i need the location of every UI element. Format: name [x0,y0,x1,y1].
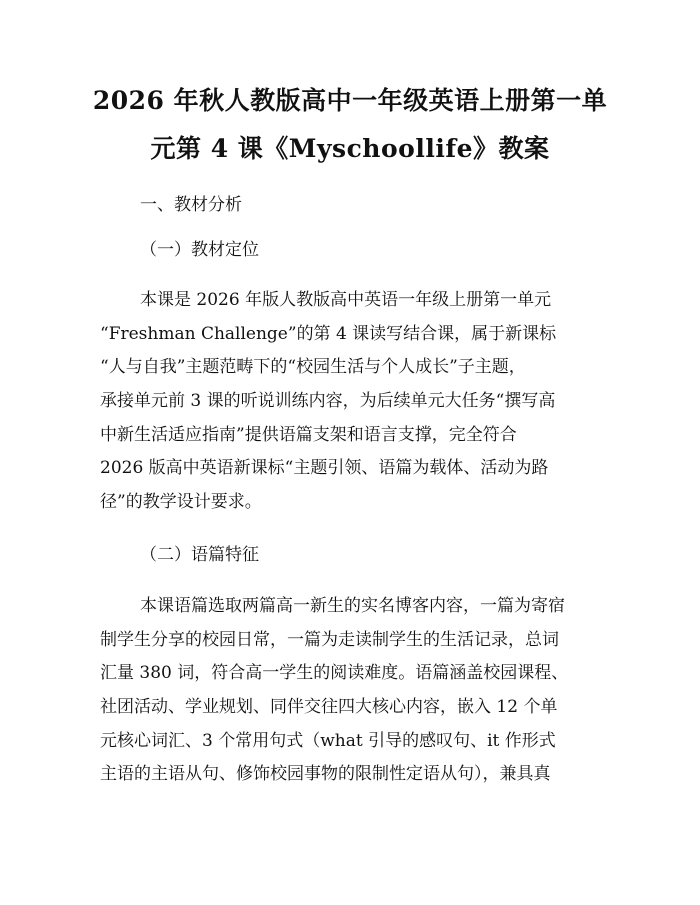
paragraph-line: 主语的主语从句、修饰校园事物的限制性定语从句），兼具真 [100,764,551,785]
subsection-heading-textbook-position: （一）教材定位 [140,240,259,260]
paragraph-line: 中新生活适应指南”提供语篇支架和语言支撑，完全符合 [100,424,517,445]
subsection-heading-text-features: （二）语篇特征 [140,545,259,565]
paragraph-line: 元核心词汇、3 个常用句式（what 引导的感叹句、it 作形式 [100,730,556,751]
paragraph-line: 制学生分享的校园日常，一篇为走读制学生的生活记录，总词 [100,629,559,650]
paragraph-line: “人与自我”主题范畴下的“校园生活与个人成长”子主题， [100,357,526,378]
paragraph-line: 2026 版高中英语新课标“主题引领、语篇为载体、活动为路 [100,458,549,479]
paragraph-line: 本课是 2026 年版人教版高中英语一年级上册第一单元 [140,290,552,310]
paragraph-line: 社团活动、学业规划、同伴交往四大核心内容，嵌入 12 个单 [100,697,558,718]
section-heading-textbook-analysis: 一、教材分析 [140,195,242,215]
document-title-line-2: 元第 4 课《Myschoollife》教案 [150,134,550,163]
paragraph-textbook-position [100,284,600,520]
paragraph-line: 汇量 380 词，符合高一学生的阅读难度。语篇涵盖校园课程、 [100,663,569,684]
paragraph-line: “Freshman Challenge”的第 4 课读写结合课，属于新课标 [100,323,557,344]
document-title-line-1: 2026 年秋人教版高中一年级英语上册第一单 [92,86,608,115]
paragraph-line: 径”的教学设计要求。 [100,492,262,513]
paragraph-line: 承接单元前 3 课的听说训练内容，为后续单元大任务“撰写高 [100,391,556,412]
paragraph-text-features [100,590,600,792]
paragraph-line: 本课语篇选取两篇高一新生的实名博客内容，一篇为寄宿 [140,596,565,616]
